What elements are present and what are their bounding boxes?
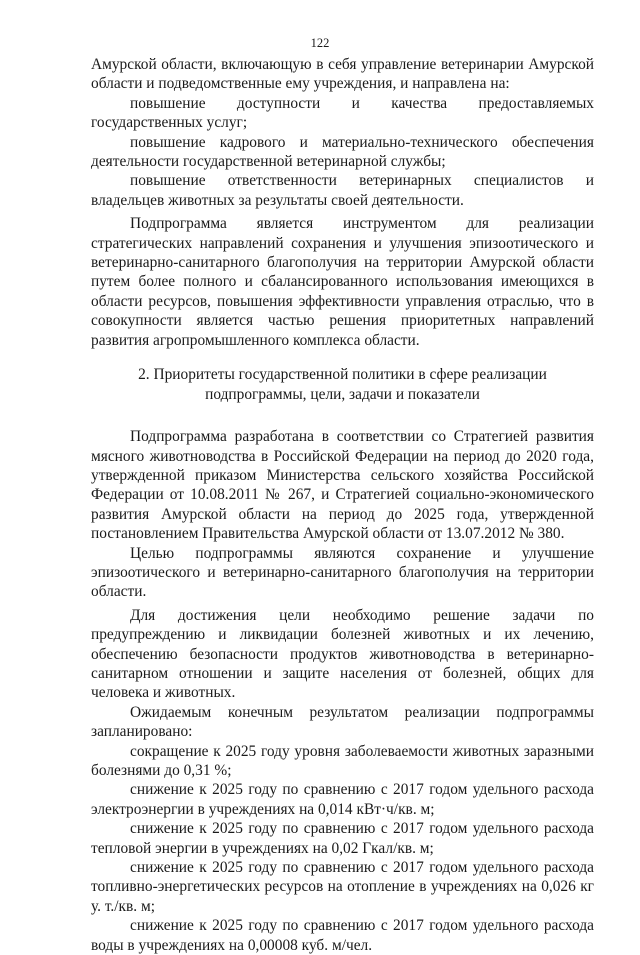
section-heading-line-2: подпрограммы, цели, задачи и показатели	[205, 386, 480, 404]
section-heading-line-1: 2. Приоритеты государственной политики в сфере реализации	[138, 366, 547, 384]
page-content	[91, 55, 594, 955]
result-item: снижение к 2025 году по сравнению с 2017 годом удельного расхода тепловой энергии в учреждениях на 0,02 Гкал/кв. м;	[91, 820, 594, 857]
result-item: снижение к 2025 году по сравнению с 2017 годом удельного расхода электроэнергии в учреждениях на 0,014 кВт·ч/кв. м;	[91, 781, 594, 818]
result-item: снижение к 2025 году по сравнению с 2017 годом удельного расхода воды в учреждениях на 0,00008 куб. м/чел.	[91, 917, 594, 954]
expected-results-paragraph: Ожидаемым конечным результатом реализации подпрограммы запланировано:	[91, 703, 594, 741]
strategy-paragraph: Подпрограмма разработана в соответствии со Стратегией развития мясного животноводства в Российской Федерации на период до 2020 года, утвержденной приказом Министерства сельского хозяйства Российской Федерации от 10.08.2011 № 267, и Стратегией социально-экономического развития Амурской области на период до 2025 года, утвержденной постановлением Правительства Амурской области от 13.07.2012 № 380.	[91, 428, 594, 543]
result-item: сокращение к 2025 году уровня заболеваемости животных заразными болезнями до 0,31 %;	[91, 742, 594, 779]
section-heading	[91, 365, 594, 405]
goal-item: повышение доступности и качества предоставляемых государственных услуг;	[91, 94, 594, 132]
page-number: 122	[310, 36, 330, 50]
result-item: снижение к 2025 году по сравнению с 2017 годом удельного расхода топливно-энергетических ресурсов на отопление в учреждениях на 0,026 кг у. т./кв. м;	[91, 859, 594, 915]
goal-paragraph: Целью подпрограммы являются сохранение и улучшение эпизоотического и ветеринарно-санитарного благополучия на территории области.	[91, 544, 594, 601]
goal-item: повышение ответственности ветеринарных специалистов и владельцев животных за результаты своей деятельности.	[91, 172, 594, 209]
instrument-paragraph: Подпрограмма является инструментом для реализации стратегических направлений сохранения и улучшения эпизоотического и ветеринарно-санитарного благополучия на территории Амурской области путем более полного и сбалансированного использования имеющихся в области ресурсов, повышения эффективности управления отраслью, что в совокупности является частью решения приоритетных направлений развития агропромышленного комплекса области.	[91, 215, 594, 349]
goal-item: повышение кадрового и материально-технического обеспечения деятельности государственной ветеринарной службы;	[91, 133, 594, 171]
intro-paragraph: Амурской области, включающую в себя управление ветеринарии Амурской области и подведомственные ему учреждения, и направлена на:	[91, 56, 594, 93]
tasks-paragraph: Для достижения цели необходимо решение задачи по предупреждению и ликвидации болезней животных и их лечению, обеспечению безопасности продуктов животноводства в ветеринарно-санитарном отношении и защите населения от болезней, общих для человека и животных.	[91, 606, 594, 702]
